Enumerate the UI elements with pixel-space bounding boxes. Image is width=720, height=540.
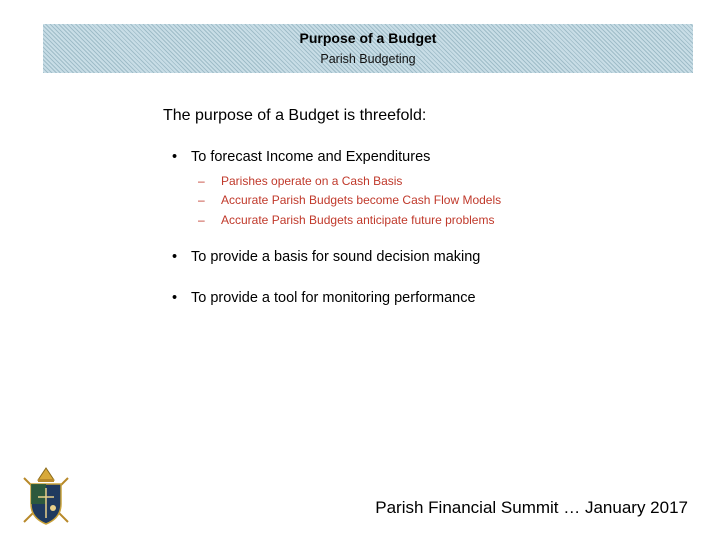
page-subtitle: Parish Budgeting bbox=[320, 52, 416, 66]
intro-heading: The purpose of a Budget is threefold: bbox=[163, 107, 427, 124]
bullet-text: To provide a tool for monitoring performance bbox=[191, 290, 476, 306]
diocesan-crest-icon bbox=[18, 464, 74, 528]
dash-icon: – bbox=[198, 193, 205, 207]
page-title: Purpose of a Budget bbox=[299, 30, 437, 46]
dash-icon: – bbox=[198, 213, 205, 227]
subitem-text: Parishes operate on a Cash Basis bbox=[221, 174, 403, 188]
subitem-cash-flow bbox=[198, 193, 501, 207]
title-banner bbox=[43, 24, 693, 73]
bullet-icon: • bbox=[172, 149, 178, 165]
bullet-icon: • bbox=[172, 249, 178, 265]
dash-icon: – bbox=[198, 174, 205, 188]
bullet-item-forecast bbox=[172, 149, 430, 165]
bullet-text: To provide a basis for sound decision making bbox=[191, 249, 481, 265]
bullet-icon: • bbox=[172, 290, 178, 306]
subitem-text: Accurate Parish Budgets become Cash Flow Models bbox=[221, 193, 502, 207]
subitem-cash-basis bbox=[198, 174, 402, 188]
bullet-item-decision bbox=[172, 249, 480, 265]
subitem-anticipate bbox=[198, 213, 494, 227]
bullet-item-monitoring bbox=[172, 290, 476, 306]
bullet-text: To forecast Income and Expenditures bbox=[191, 149, 431, 165]
subitem-text: Accurate Parish Budgets anticipate future problems bbox=[221, 213, 495, 227]
footer-caption: Parish Financial Summit … January 2017 bbox=[375, 498, 688, 517]
